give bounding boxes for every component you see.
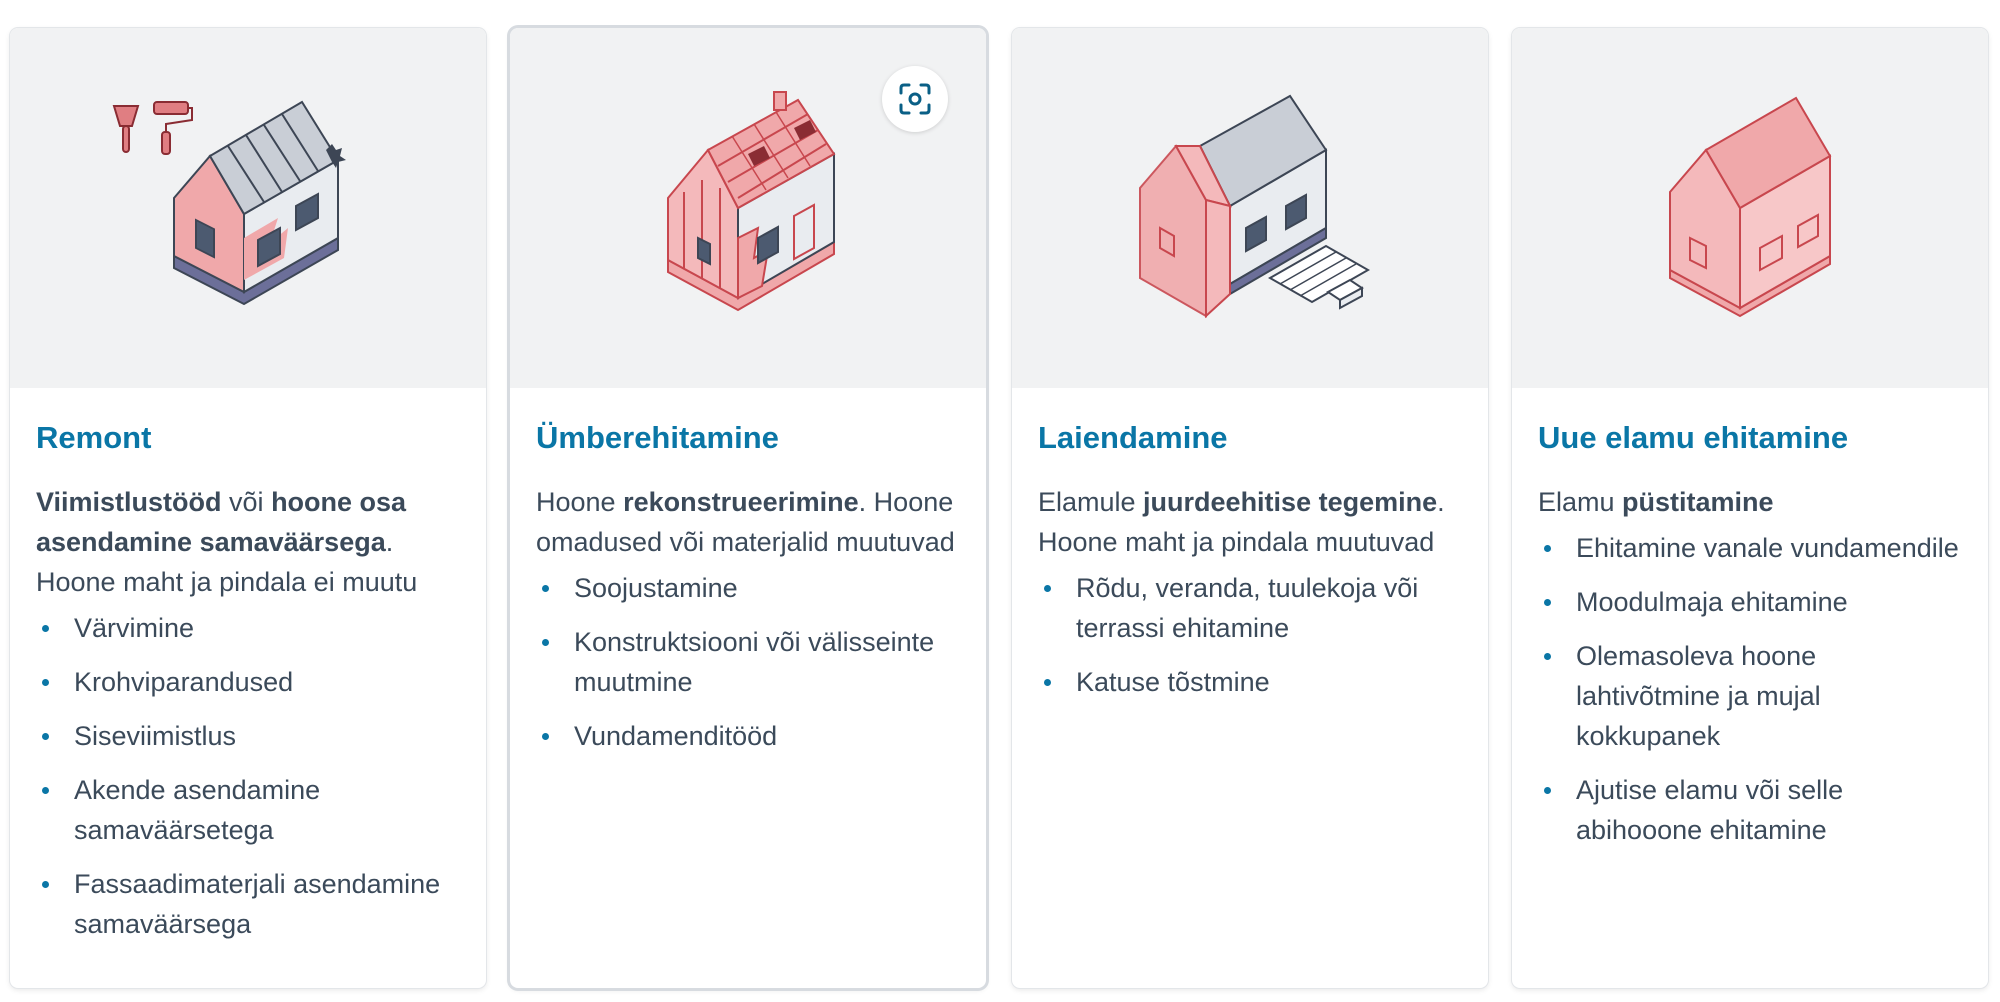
card-description bbox=[536, 482, 960, 562]
desc-part: rekonstrueerimine bbox=[623, 487, 859, 517]
card-description bbox=[36, 482, 460, 602]
card-umberehitamine[interactable] bbox=[510, 28, 986, 988]
list-item: Rõdu, veranda, tuulekoja või terrassi ehitamine bbox=[1038, 568, 1462, 648]
desc-part: . Hoone maht ja pindala muutuvad bbox=[1038, 487, 1445, 557]
list-item: Moodulmaja ehitamine bbox=[1538, 582, 1962, 622]
card-item-list bbox=[36, 608, 460, 944]
list-item: Fassaadimaterjali asendamine samaväärsega bbox=[36, 864, 460, 944]
card-title: Laiendamine bbox=[1038, 420, 1228, 455]
house-reconstruction-icon bbox=[598, 88, 898, 328]
card-item-list bbox=[536, 568, 960, 756]
desc-part: . Hoone maht ja pindala ei muutu bbox=[36, 527, 418, 597]
list-item: Konstruktsiooni või välisseinte muutmine bbox=[536, 622, 960, 702]
card-illustration bbox=[10, 28, 486, 388]
card-title: Remont bbox=[36, 420, 152, 455]
desc-part: Elamu bbox=[1538, 487, 1623, 517]
desc-part: või bbox=[221, 487, 272, 517]
card-illustration bbox=[510, 28, 986, 388]
desc-part: püstitamine bbox=[1622, 487, 1774, 517]
list-item: Katuse tõstmine bbox=[1038, 662, 1462, 702]
desc-part: hoone osa asendamine samaväärsega bbox=[36, 487, 407, 557]
list-item: Ajutise elamu või selle abihooone ehitamine bbox=[1538, 770, 1962, 850]
list-item: Krohviparandused bbox=[36, 662, 460, 702]
house-repair-icon bbox=[98, 88, 398, 328]
list-item: Siseviimistlus bbox=[36, 716, 460, 756]
desc-part: . Hoone omadused või materjalid muutuvad bbox=[536, 487, 955, 557]
card-description bbox=[1038, 482, 1462, 562]
desc-part: Hoone bbox=[536, 487, 624, 517]
card-title: Uue elamu ehitamine bbox=[1538, 420, 1849, 455]
card-description bbox=[1538, 482, 1962, 522]
list-item: Värvimine bbox=[36, 608, 460, 648]
desc-part: Viimistlustööd bbox=[36, 487, 222, 517]
card-title: Ümberehitamine bbox=[536, 420, 779, 455]
paint-tools-icon bbox=[114, 102, 192, 154]
card-laiendamine[interactable] bbox=[1012, 28, 1488, 988]
card-remont[interactable] bbox=[10, 28, 486, 988]
house-extension-icon bbox=[1100, 88, 1400, 328]
image-search-icon bbox=[898, 82, 932, 116]
card-illustration bbox=[1512, 28, 1988, 388]
image-search-button[interactable] bbox=[882, 66, 948, 132]
list-item: Olemasoleva hoone lahtivõtmine ja mujal kokkupanek bbox=[1538, 636, 1962, 756]
card-item-list bbox=[1038, 568, 1462, 702]
new-house-icon bbox=[1600, 88, 1900, 328]
list-item: Akende asendamine samaväärsetega bbox=[36, 770, 460, 850]
list-item: Soojustamine bbox=[536, 568, 960, 608]
desc-part: Elamule bbox=[1038, 487, 1144, 517]
list-item: Vundamenditööd bbox=[536, 716, 960, 756]
card-illustration bbox=[1012, 28, 1488, 388]
card-uue-elamu-ehitamine[interactable] bbox=[1512, 28, 1988, 988]
list-item: Ehitamine vanale vundamendile bbox=[1538, 528, 1962, 568]
card-item-list bbox=[1538, 528, 1962, 850]
desc-part: juurdeehitise tegemine bbox=[1143, 487, 1438, 517]
